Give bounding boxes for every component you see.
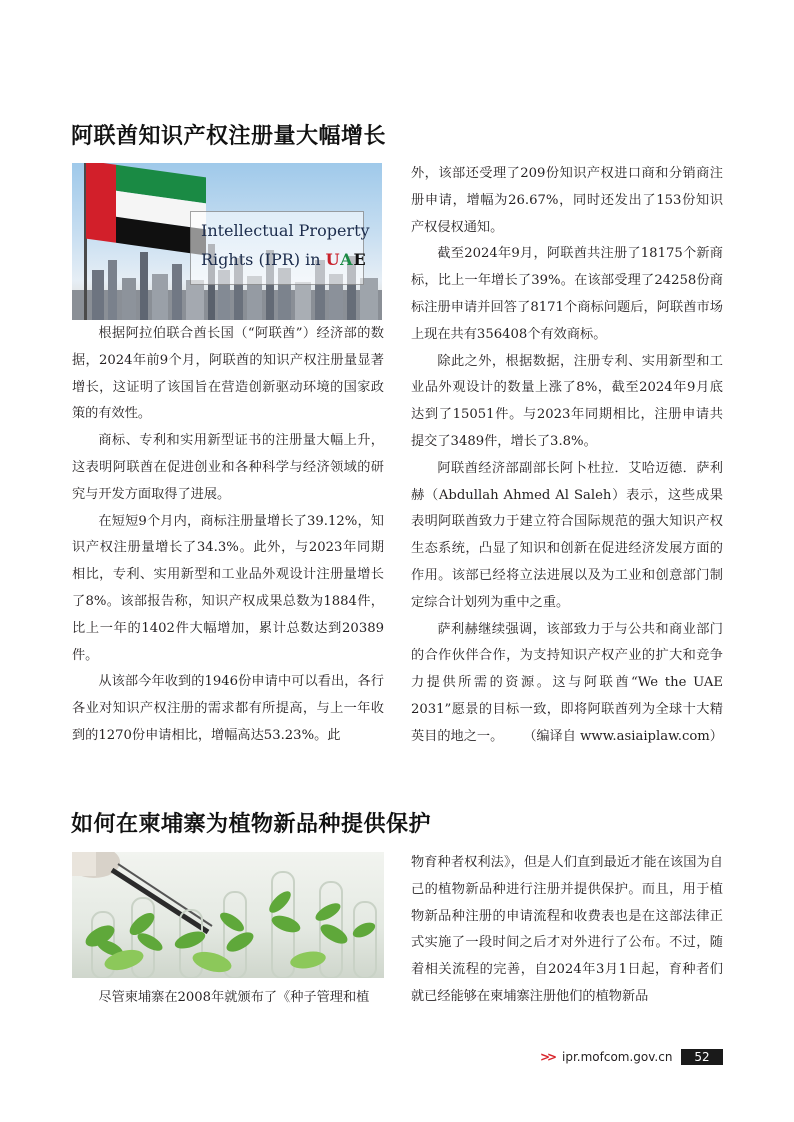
page-number: 52 [681, 1049, 723, 1065]
paragraph: 物育种者权利法》，但是人们直到最近才能在该国为自己的植物新品种进行注册并提供保护。而且，用于植物新品种注册的申请流程和收费表也是在这部法律正式实施了一段时间之后才对外进行了公布。不过，随着相关流程的完善，自2024年3月1日起，育种者们就已经能够在柬埔寨注册他们的植物新品 [411, 855, 723, 1004]
ipr-caption-line1: Intellectual Property [201, 221, 370, 240]
seedlings-graphic [72, 852, 384, 978]
paragraph: 外，该部还受理了209份知识产权进口商和分销商注册申请，增幅为26.67%，同时还发出了153份知识产权侵权通知。 [411, 166, 723, 235]
paragraph: 根据阿拉伯联合酋长国（“阿联酋”）经济部的数据，2024年前9个月，阿联酋的知识产权注册量显著增长，这证明了该国旨在营造创新驱动环境的国家政策的有效性。 [72, 326, 384, 422]
paragraph [411, 617, 723, 751]
ipr-uae-image [72, 163, 382, 320]
article-title: 阿联酋知识产权注册量大幅增长 [71, 124, 387, 149]
article-title: 如何在柬埔寨为植物新品种提供保护 [71, 812, 432, 837]
paragraph: 商标、专利和实用新型证书的注册量大幅上升，这表明阿联酋在促进创业和各种科学与经济领域的研究与开发方面取得了进展。 [72, 433, 384, 502]
uae-logo-text: UAE [325, 250, 367, 269]
plant-seedlings-image [72, 852, 384, 978]
paragraph: 截至2024年9月，阿联酋共注册了18175个新商标，比上一年增长了39%。在该部受理了24258份商标注册申请并回答了8171个商标问题后，阿联酋市场上现在共有356408个有效商标。 [411, 246, 723, 342]
paragraph: 除此之外，根据数据，注册专利、实用新型和工业品外观设计的数量上涨了8%，截至2024年9月底达到了15051件。与2023年同期相比，注册申请共提交了3489件，增长了3.8%。 [411, 353, 723, 449]
source-citation: （编译自 www.asiaiplaw.com） [523, 728, 723, 744]
article2-right-column [411, 850, 723, 1011]
paragraph: 尽管柬埔寨在2008年就颁布了《种子管理和植 [98, 990, 370, 1005]
article1-left-column [72, 321, 384, 750]
chevron-right-icon: >> [540, 1050, 555, 1064]
ipr-caption-prefix: Rights (IPR) in [201, 250, 326, 269]
article1-right-column [411, 161, 723, 751]
paragraph-text: 萨利赫继续强调，该部致力于与公共和商业部门的合作伙伴合作，为支持知识产权产业的扩大和竞争力提供所需的资源。这与阿联酋“We the UAE 2031”愿景的目标一致，即将阿联酋列为全球十大精英目的地之一。 [411, 621, 723, 744]
ipr-caption-line2 [201, 250, 367, 269]
ipr-caption-box [190, 211, 370, 285]
article2-left-column [72, 985, 384, 1012]
paragraph: 阿联酋经济部副部长阿卜杜拉．艾哈迈德．萨利赫（Abdullah Ahmed Al Saleh）表示，这些成果表明阿联酋致力于建立符合国际规范的强大知识产权生态系统，凸显了知识和创新在促进经济发展方面的作用。该部已经将立法进展以及为工业和创意部门制定综合计划列为重中之重。 [411, 460, 723, 610]
paragraph: 在短短9个月内，商标注册量增长了39.12%，知识产权注册量增长了34.3%。此外，与2023年同期相比，专利、实用新型和工业品外观设计注册量增长了8%。该部报告称，知识产权成果总数为1884件，比上一年的1402件大幅增加，累计总数达到20389件。 [72, 513, 384, 663]
paragraph: 从该部今年收到的1946份申请中可以看出，各行各业对知识产权注册的需求都有所提高，与上一年收到的1270份申请相比，增幅高达53.23%。此 [72, 674, 384, 743]
website-link[interactable]: ipr.mofcom.gov.cn [562, 1050, 673, 1064]
